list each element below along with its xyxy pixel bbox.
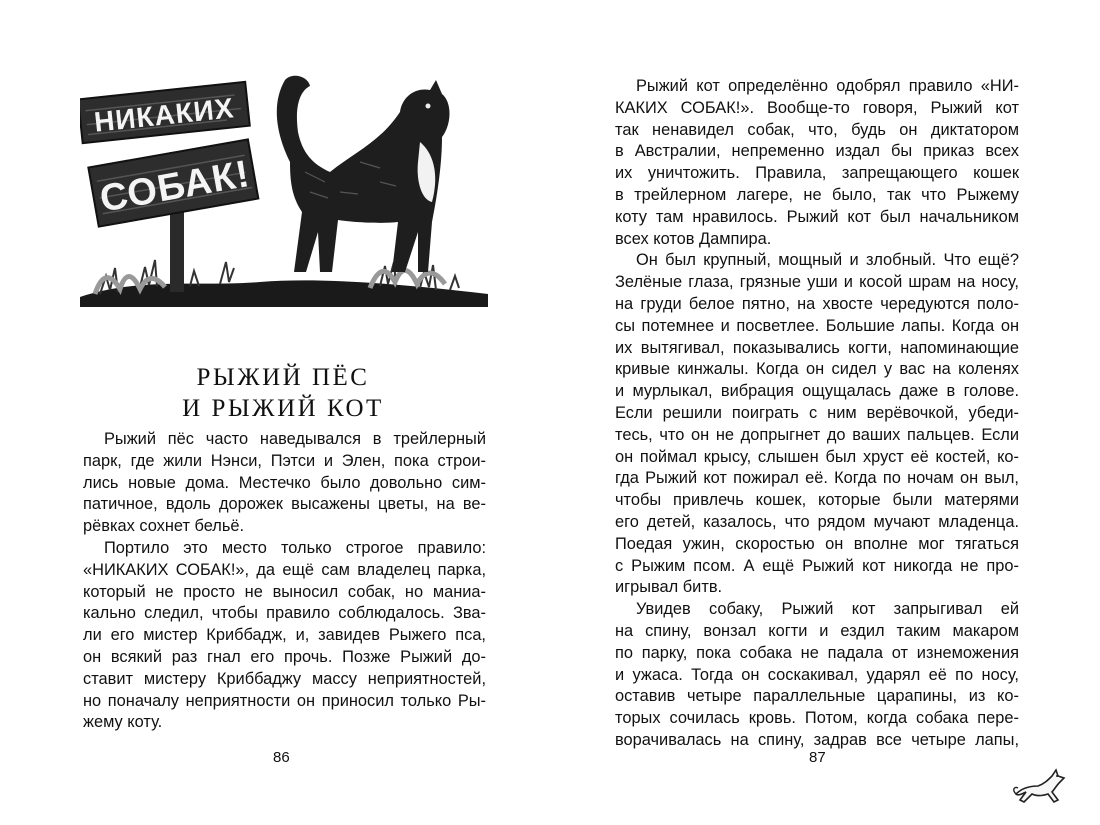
text-line: их уничтожить. Правила, запрещающего кошек <box>615 164 1019 183</box>
text-line: торых сочилась кровь. Потом, когда собака пере- <box>615 709 1019 728</box>
text-line: всех котов Дампира. <box>615 229 772 248</box>
text-line: ли его мистер Криббадж, и, завидев Рыжего пса, <box>83 626 486 645</box>
text-line: оставив четыре параллельные царапины, из ко- <box>615 687 1019 706</box>
text-line: его детей, казалось, что рядом мучают младенца. <box>615 512 1019 531</box>
text-line: жему коту. <box>83 713 163 732</box>
text-line: на спину, вонзал когти и ездил таким макаром <box>615 621 1019 640</box>
text-line: их вытягивал, показывались когти, напоминающие <box>615 338 1019 357</box>
text-line: парк, где жили Нэнси, Пэтси и Элен, пока строи- <box>83 451 486 470</box>
text-line: тесь, что он не допрыгнет до ваших пальцев. Если <box>615 425 1019 444</box>
text-line: «НИКАКИХ СОБАК!», да ещё сам владелец парка, <box>83 560 486 579</box>
text-line: и ужаса. Тогда он соскакивал, ударял её по носу, <box>615 665 1019 684</box>
text-line: Рыжий кот определённо одобрял правило «НИ- <box>636 77 1019 95</box>
text-line: кривые кинжалы. Когда он сидел у вас на коленях <box>615 360 1019 379</box>
text-line: Поедая ужин, скоростью он вполне мог тягаться <box>615 534 1019 553</box>
text-line: но поначалу неприятности он приносил только Ры- <box>83 691 486 710</box>
text-line: Портило это место только строгое правило: <box>104 538 486 557</box>
text-line: гда Рыжий кот пожирал её. Когда по ночам он выл, <box>615 469 1019 488</box>
text-line: коту там нравилось. Рыжий кот был начальником <box>615 207 1019 226</box>
right-page-body <box>615 76 1019 752</box>
text-line: и мурлыкал, вибрация ощущалась даже в голове. <box>615 382 1019 401</box>
page-number-left: 86 <box>273 749 290 766</box>
text-line: сы потемнее и посветлее. Большие лапы. Когда он <box>615 316 1019 335</box>
running-dog-icon <box>1012 764 1070 808</box>
running-dog-decoration <box>1012 764 1070 808</box>
text-line: на груди белое пятно, на хвосте чередуются поло- <box>615 294 1019 313</box>
text-line: Он был крупный, мощный и злобный. Что ещё? <box>636 251 1019 270</box>
text-line: с Рыжим псом. А ещё Рыжий кот никогда не про- <box>615 556 1019 575</box>
text-line: Увидев собаку, Рыжий кот запрыгивал ей <box>636 600 1019 619</box>
cat-illustration <box>80 72 488 307</box>
page-number-right: 87 <box>809 749 826 766</box>
text-line: патичное, вдоль дорожек высажены цветы, на ве- <box>83 495 486 514</box>
svg-text:НИКАКИХ: НИКАКИХ <box>92 92 236 138</box>
text-line: в трейлерном лагере, не было, так что Рыжему <box>615 185 1019 204</box>
text-line: лись новые дома. Местечко было довольно сим- <box>83 473 486 492</box>
text-line: чтобы привлечь кошек, которые были матерями <box>615 491 1019 510</box>
left-page-body <box>83 429 486 734</box>
text-line: Рыжий пёс часто наведывался в трейлерный <box>104 430 486 448</box>
chapter-title-line-1: РЫЖИЙ ПЁС <box>196 364 370 391</box>
chapter-title-line-2: И РЫЖИЙ КОТ <box>182 395 384 422</box>
text-line: ворачивалась на спину, задрав все четыре лапы, <box>615 730 1019 749</box>
text-line: он поймал крысу, слышен был хруст её костей, ко- <box>615 447 1019 466</box>
right-page <box>550 0 1100 825</box>
text-line: Если решили поиграть с ним верёвочкой, убеди- <box>615 403 1019 422</box>
text-line: он всякий раз гнал его прочь. Позже Рыжий до- <box>83 647 486 666</box>
text-line: рёвках сохнет бельё. <box>83 517 245 536</box>
text-line: КАКИХ СОБАК!». Вообще-то говоря, Рыжий кот <box>615 98 1019 117</box>
text-line: игрывал битв. <box>615 578 723 597</box>
text-line: в Австралии, непременно издал бы приказ всех <box>615 142 1019 161</box>
text-line: по парку, пока собака не падала от изнеможения <box>615 643 1019 662</box>
chapter-title <box>80 362 486 424</box>
text-line: кально следил, чтобы правило соблюдалось. Зва- <box>83 604 486 623</box>
text-line: который не просто не выносил собак, но маниа- <box>83 582 486 601</box>
text-line: Зелёные глаза, грязные уши и косой шрам на носу, <box>615 273 1019 292</box>
text-line: ставит мистеру Криббаджу массу неприятностей, <box>83 669 486 688</box>
text-line: так ненавидел собак, что, будь он диктатором <box>615 120 1019 139</box>
svg-text:СОБАК!: СОБАК! <box>96 152 254 221</box>
cat-illustration-icon <box>80 72 488 307</box>
